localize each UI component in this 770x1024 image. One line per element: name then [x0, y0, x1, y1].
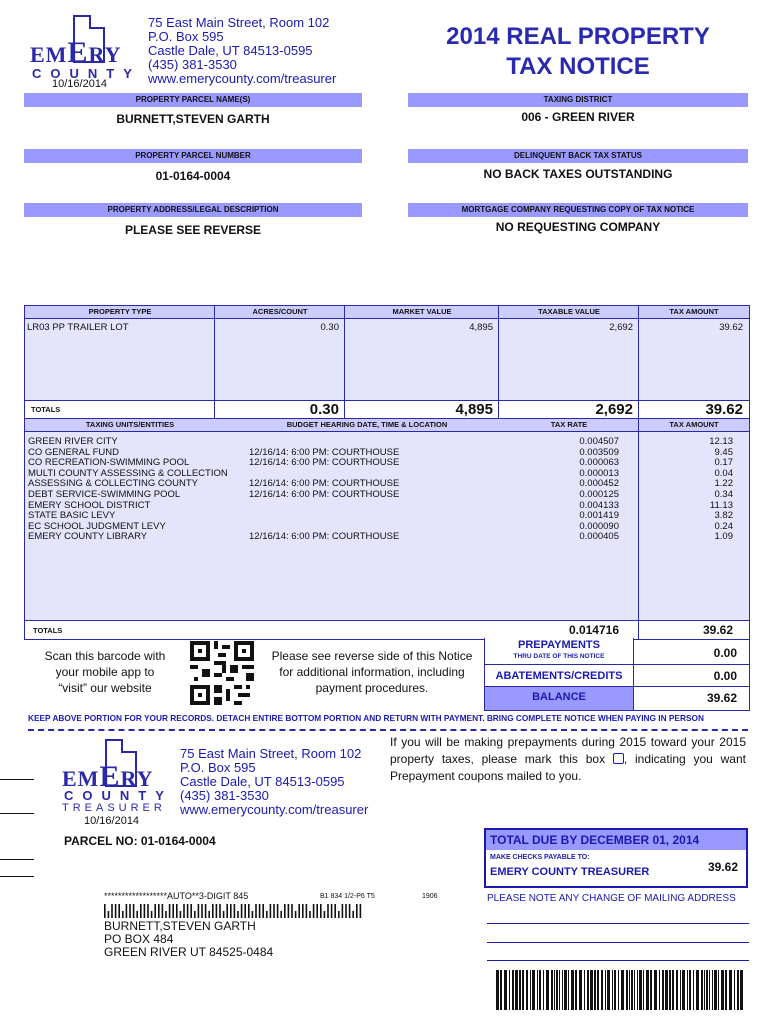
page-title: 2014 REAL PROPERTY TAX NOTICE [446, 23, 710, 80]
list-item: 0.000452 [579, 478, 619, 490]
col-header: ACRES/COUNT [215, 306, 345, 319]
list-item: 11.13 [709, 499, 733, 511]
list-item: 0.000013 [579, 467, 619, 479]
payment-summary [484, 638, 750, 711]
list-item: DEBT SERVICE-SWIMMING POOL [28, 488, 181, 500]
list-item: 12/16/14: 6:00 PM: COURTHOUSE [249, 457, 400, 469]
parcel-name: BURNETT,STEVEN GARTH [116, 112, 270, 126]
list-item: 0.17 [714, 457, 733, 469]
list-item: 12/16/14: 6:00 PM: COURTHOUSE [249, 488, 400, 500]
mailing-address: BURNETT,STEVEN GARTH PO BOX 484 GREEN RIVER UT 84525-0484 [104, 919, 274, 959]
abatements-value: 0.00 [713, 669, 737, 683]
list-item [249, 437, 489, 448]
list-item: 0.003509 [579, 446, 619, 458]
list-item: 0.001419 [579, 510, 619, 522]
total-tax-amount: 39.62 [702, 623, 733, 637]
property-address-label: PROPERTY ADDRESS/LEGAL DESCRIPTION [24, 203, 362, 217]
keep-notice: KEEP ABOVE PORTION FOR YOUR RECORDS. DETACH ENTIRE BOTTOM PORTION AND RETURN WITH PAYMENT. BRING COMPLETE NOTICE WHEN PAYING IN PERSON [28, 713, 704, 723]
county-logo [28, 14, 146, 84]
prepayments-value: 0.00 [713, 646, 737, 660]
logo-text-right: RY [120, 766, 154, 791]
tax-amount: 39.62 [719, 322, 743, 333]
list-item: 0.004507 [579, 436, 619, 447]
list-item: 0.24 [714, 520, 733, 532]
scan-barcode [496, 970, 744, 1010]
totals-label: TOTALS [31, 405, 61, 414]
mortgage-label: MORTGAGE COMPANY REQUESTING COPY OF TAX NOTICE [408, 203, 748, 217]
abatements-label: ABATEMENTS/CREDITS [495, 670, 623, 682]
col-header: PROPERTY TYPE [25, 306, 215, 319]
logo-text-left: EM [62, 766, 100, 791]
total-due-label: TOTAL DUE BY DECEMBER 01, 2014 [490, 833, 700, 847]
col-header: TAX AMOUNT [639, 306, 749, 319]
prepayment-checkbox[interactable] [613, 753, 624, 764]
list-item: EC SCHOOL JUDGMENT LEVY [28, 520, 166, 532]
notice-date: 10/16/2014 [52, 78, 108, 90]
logo-county: COUNTY [64, 788, 173, 803]
col-header: MARKET VALUE [345, 306, 499, 319]
list-item: 12/16/14: 6:00 PM: COURTHOUSE [249, 478, 400, 490]
list-item: 12.13 [709, 436, 733, 447]
address-line[interactable] [487, 923, 749, 924]
detach-line [28, 729, 748, 731]
reverse-side-note: Please see reverse side of this Notice for additional information, including payment procedures. [271, 649, 473, 695]
balance-value: 39.62 [706, 691, 737, 705]
list-item [249, 511, 489, 522]
office-address: 75 East Main Street, Room 102 P.O. Box 595 Castle Dale, UT 84513-0595 (435) 381-3530 www.emerycounty.com/treasurer [148, 15, 337, 86]
amount-list [639, 437, 733, 543]
stub-date: 10/16/2014 [84, 815, 140, 827]
stub-logo [60, 738, 178, 818]
logo-text-mid: E [67, 36, 89, 69]
prepayments-label: PREPAYMENTS [518, 639, 600, 651]
mailing-change-note: PLEASE NOTE ANY CHANGE OF MAILING ADDRESS [487, 893, 736, 904]
list-item: GREEN RIVER CITY [28, 436, 118, 447]
stub-parcel-number: PARCEL NO: 01-0164-0004 [64, 834, 216, 848]
total-acres: 0.30 [309, 401, 339, 418]
col-header: TAXING UNITS/ENTITIES [25, 419, 235, 432]
list-item: 1.22 [714, 478, 733, 490]
list-item: 3.82 [714, 510, 733, 522]
total-tax-rate: 0.014716 [568, 623, 619, 637]
address-line[interactable] [487, 942, 749, 943]
col-header: BUDGET HEARING DATE, TIME & LOCATION [235, 419, 499, 432]
list-item: MULTI COUNTY ASSESSING & COLLECTION [28, 467, 228, 479]
parcel-number: 01-0164-0004 [155, 169, 231, 183]
logo-text-right: RY [88, 42, 122, 67]
total-tax-amount: 39.62 [705, 401, 743, 418]
routing-code: B1 834 1/2-P6 T5 [320, 893, 375, 900]
list-item: 0.000063 [579, 457, 619, 469]
address-line[interactable] [487, 960, 749, 961]
logo-text-mid: E [99, 760, 121, 793]
list-item: 12/16/14: 6:00 PM: COURTHOUSE [249, 531, 400, 543]
totals-label: TOTALS [33, 626, 63, 635]
batch-code: 1906 [422, 893, 438, 900]
list-item: STATE BASIC LEVY [28, 510, 116, 522]
parcel-name-label: PROPERTY PARCEL NAME(S) [24, 93, 362, 107]
logo-text-left: EM [30, 42, 68, 67]
entity-list [28, 437, 258, 543]
scan-instructions: Scan this barcode with your mobile app to “visit” our website [44, 649, 166, 695]
property-address: PLEASE SEE REVERSE [124, 223, 262, 237]
sort-line: ******************AUTO**3-DIGIT 845 [104, 891, 249, 901]
list-item: 0.000125 [579, 488, 619, 500]
delinquent-status: NO BACK TAXES OUTSTANDING [483, 167, 673, 181]
list-item: CO RECREATION-SWIMMING POOL [28, 457, 190, 469]
rate-list [499, 437, 619, 543]
list-item: 0.000405 [579, 531, 619, 543]
mortgage-company: NO REQUESTING COMPANY [495, 220, 661, 234]
property-table [24, 305, 750, 419]
parcel-number-label: PROPERTY PARCEL NUMBER [24, 149, 362, 163]
list-item: 0.000090 [579, 520, 619, 532]
logo-treasurer: TREASURER [62, 802, 166, 814]
col-header: TAX AMOUNT [639, 419, 749, 432]
taxing-district-label: TAXING DISTRICT [408, 93, 748, 107]
logo-county: COUNTY [32, 66, 141, 81]
balance-label: BALANCE [532, 691, 586, 703]
col-header: TAXABLE VALUE [499, 306, 639, 319]
taxable-value: 2,692 [609, 322, 633, 333]
qr-code-icon[interactable] [190, 641, 254, 705]
list-item: CO GENERAL FUND [28, 446, 119, 458]
postal-barcode [104, 904, 364, 918]
hearing-list [249, 437, 489, 543]
total-taxable-value: 2,692 [595, 401, 633, 418]
list-item: EMERY COUNTY LIBRARY [28, 531, 148, 543]
list-item: 1.09 [714, 531, 733, 543]
list-item: 12/16/14: 6:00 PM: COURTHOUSE [249, 446, 400, 458]
taxing-district: 006 - GREEN RIVER [521, 110, 635, 124]
make-checks-label: MAKE CHECKS PAYABLE TO: [490, 854, 590, 861]
col-header: TAX RATE [499, 419, 639, 432]
list-item: 9.45 [714, 446, 733, 458]
amount-due: 39.62 [707, 860, 738, 874]
list-item: ASSESSING & COLLECTING COUNTY [28, 478, 198, 490]
list-item: 0.34 [714, 488, 733, 500]
stub-office-address: 75 East Main Street, Room 102 P.O. Box 595 Castle Dale, UT 84513-0595 (435) 381-3530 www.emerycounty.com/treasurer [180, 746, 369, 817]
list-item: EMERY SCHOOL DISTRICT [28, 499, 151, 511]
prepayments-sub: THRU DATE OF THIS NOTICE [513, 653, 605, 660]
payee: EMERY COUNTY TREASURER [490, 866, 650, 878]
total-due-box [484, 828, 748, 888]
list-item: 0.004133 [579, 499, 619, 511]
total-market-value: 4,895 [455, 401, 493, 418]
taxing-units-table [24, 418, 750, 640]
list-item [249, 501, 489, 512]
market-value: 4,895 [469, 322, 493, 333]
property-type: LR03 PP TRAILER LOT [27, 322, 129, 333]
prepayment-instructions: If you will be making prepayments during 2015 toward your 2015 property taxes, please mark this box , indicating you want Prepayment coupons mailed to you. [390, 735, 746, 783]
list-item: 0.04 [714, 467, 733, 479]
delinquent-label: DELINQUENT BACK TAX STATUS [408, 149, 748, 163]
acres-count: 0.30 [320, 322, 339, 333]
